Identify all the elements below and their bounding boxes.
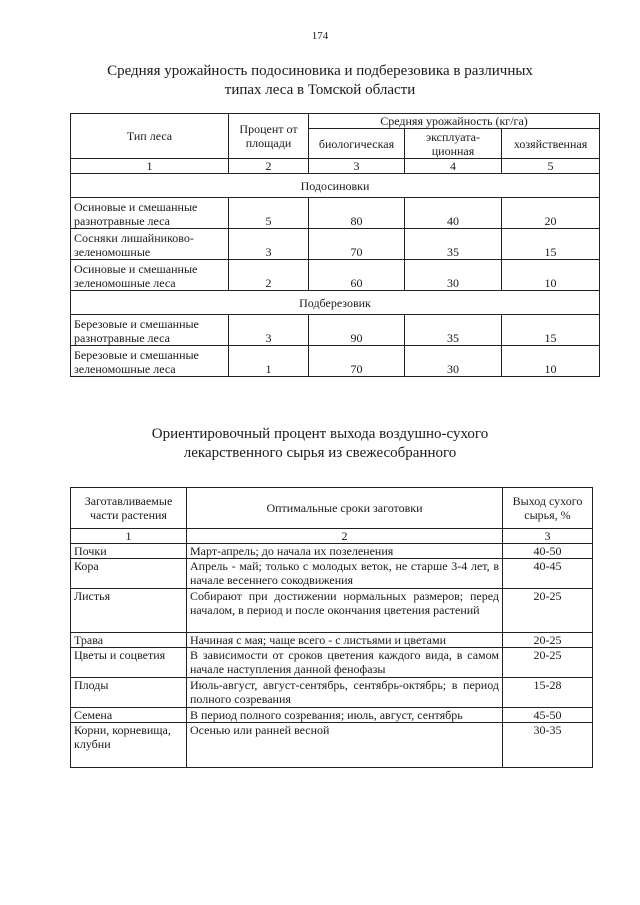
expl-cell: 35 bbox=[405, 315, 502, 346]
econ-cell: 10 bbox=[502, 260, 600, 291]
expl-cell: 30 bbox=[405, 346, 502, 377]
econ-cell: 10 bbox=[502, 346, 600, 377]
yield-cell: 45-50 bbox=[503, 708, 593, 723]
yield-cell: 20-25 bbox=[503, 648, 593, 678]
timing-cell: Июль-август, август-сентябрь, сентябрь-октябрь; в период полного созревания bbox=[187, 678, 503, 708]
col-number: 2 bbox=[229, 159, 309, 174]
percent-cell: 3 bbox=[229, 315, 309, 346]
col-number: 1 bbox=[71, 159, 229, 174]
table-row bbox=[71, 708, 593, 723]
header-dry-yield: Выход сухого сырья, % bbox=[503, 488, 593, 529]
bio-cell: 80 bbox=[309, 198, 405, 229]
header-biological: биологическая bbox=[309, 129, 405, 159]
percent-cell: 5 bbox=[229, 198, 309, 229]
table2-title bbox=[0, 425, 640, 463]
header-forest-type: Тип леса bbox=[71, 114, 229, 159]
yield-cell: 30-35 bbox=[503, 723, 593, 768]
econ-cell: 15 bbox=[502, 229, 600, 260]
yield-cell: 40-45 bbox=[503, 559, 593, 589]
table-row bbox=[71, 198, 600, 229]
header-avg-yield: Средняя урожайность (кг/га) bbox=[309, 114, 600, 129]
header-exploitation: эксплуата-ционная bbox=[405, 129, 502, 159]
timing-cell: Апрель - май; только с молодых веток, не старше 3-4 лет, в начале весеннего сокодвижения bbox=[187, 559, 503, 589]
header-plant-part: Заготавливаемые части растения bbox=[71, 488, 187, 529]
plant-part-cell: Плоды bbox=[71, 678, 187, 708]
table-row bbox=[71, 589, 593, 633]
timing-cell: Собирают при достижении нормальных размеров; перед началом, в период и после окончания цветения растений bbox=[187, 589, 503, 633]
forest-type-cell: Березовые и смешанные зеленомошные леса bbox=[71, 346, 229, 377]
bio-cell: 90 bbox=[309, 315, 405, 346]
col-number: 3 bbox=[503, 529, 593, 544]
plant-part-cell: Трава bbox=[71, 633, 187, 648]
timing-cell: Март-апрель; до начала их позеленения bbox=[187, 544, 503, 559]
bio-cell: 70 bbox=[309, 229, 405, 260]
table1-title bbox=[0, 62, 640, 100]
percent-cell: 2 bbox=[229, 260, 309, 291]
timing-cell: В период полного созревания; июль, август, сентябрь bbox=[187, 708, 503, 723]
table-row bbox=[71, 544, 593, 559]
expl-cell: 40 bbox=[405, 198, 502, 229]
percent-cell: 1 bbox=[229, 346, 309, 377]
table-row bbox=[71, 648, 593, 678]
table-row bbox=[71, 315, 600, 346]
yield-table bbox=[70, 113, 600, 377]
header-area-percent: Процент от площади bbox=[229, 114, 309, 159]
col-number: 3 bbox=[309, 159, 405, 174]
bio-cell: 60 bbox=[309, 260, 405, 291]
bio-cell: 70 bbox=[309, 346, 405, 377]
header-economic: хозяйственная bbox=[502, 129, 600, 159]
header-harvest-timing: Оптимальные сроки заготовки bbox=[187, 488, 503, 529]
col-number: 4 bbox=[405, 159, 502, 174]
forest-type-cell: Осиновые и смешанные зеленомошные леса bbox=[71, 260, 229, 291]
yield-cell: 15-28 bbox=[503, 678, 593, 708]
col-number: 2 bbox=[187, 529, 503, 544]
plant-part-cell: Цветы и соцветия bbox=[71, 648, 187, 678]
group-header-podberezovik: Подберезовик bbox=[71, 291, 600, 315]
percent-cell: 3 bbox=[229, 229, 309, 260]
plant-part-cell: Корни, корневища, клубни bbox=[71, 723, 187, 768]
yield-cell: 40-50 bbox=[503, 544, 593, 559]
table1-title-line1: Средняя урожайность подосиновика и подберезовика в различных bbox=[107, 63, 533, 79]
col-number: 1 bbox=[71, 529, 187, 544]
forest-type-cell: Сосняки лишайниково-зеленомошные bbox=[71, 229, 229, 260]
table-row bbox=[71, 633, 593, 648]
group-header-podosinovik: Подосиновки bbox=[71, 174, 600, 198]
plant-part-cell: Кора bbox=[71, 559, 187, 589]
table-row bbox=[71, 678, 593, 708]
expl-cell: 35 bbox=[405, 229, 502, 260]
table-row bbox=[71, 260, 600, 291]
yield-cell: 20-25 bbox=[503, 589, 593, 633]
timing-cell: Начиная с мая; чаще всего - с листьями и цветами bbox=[187, 633, 503, 648]
table1-title-line2: типах леса в Томской области bbox=[224, 82, 416, 98]
plant-part-cell: Почки bbox=[71, 544, 187, 559]
table2-title-line2: лекарственного сырья из свежесобранного bbox=[183, 445, 457, 461]
forest-type-cell: Березовые и смешанные разнотравные леса bbox=[71, 315, 229, 346]
table-row bbox=[71, 229, 600, 260]
forest-type-cell: Осиновые и смешанные разнотравные леса bbox=[71, 198, 229, 229]
econ-cell: 20 bbox=[502, 198, 600, 229]
table2-title-line1: Ориентировочный процент выхода воздушно-сухого bbox=[151, 426, 489, 442]
econ-cell: 15 bbox=[502, 315, 600, 346]
timing-cell: В зависимости от сроков цветения каждого вида, в самом начале наступления данной фенофазы bbox=[187, 648, 503, 678]
plant-part-cell: Семена bbox=[71, 708, 187, 723]
col-number: 5 bbox=[502, 159, 600, 174]
expl-cell: 30 bbox=[405, 260, 502, 291]
table-row bbox=[71, 559, 593, 589]
table-row bbox=[71, 346, 600, 377]
yield-cell: 20-25 bbox=[503, 633, 593, 648]
table-row bbox=[71, 723, 593, 768]
timing-cell: Осенью или ранней весной bbox=[187, 723, 503, 768]
raw-material-table bbox=[70, 487, 593, 768]
page-number: 174 bbox=[311, 30, 329, 42]
plant-part-cell: Листья bbox=[71, 589, 187, 633]
